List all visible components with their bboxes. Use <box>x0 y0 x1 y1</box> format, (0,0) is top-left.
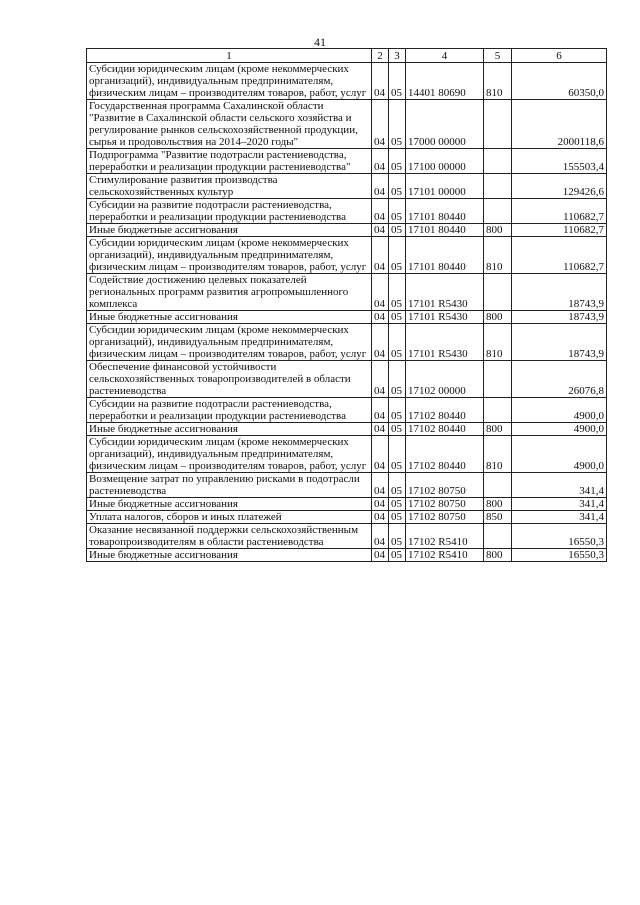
row-section: 04 <box>372 149 389 174</box>
table-row <box>87 100 607 149</box>
row-section: 04 <box>372 224 389 237</box>
row-expense-type: 810 <box>484 237 512 274</box>
row-target-article: 17101 80440 <box>406 237 484 274</box>
row-amount: 129426,6 <box>512 174 607 199</box>
row-section: 04 <box>372 63 389 100</box>
table-header-row <box>87 49 607 63</box>
row-section: 04 <box>372 324 389 361</box>
row-amount: 110682,7 <box>512 237 607 274</box>
row-name: Уплата налогов, сборов и иных платежей <box>87 511 372 524</box>
row-amount: 26076,8 <box>512 361 607 398</box>
row-amount: 110682,7 <box>512 224 607 237</box>
row-subsection: 05 <box>389 63 406 100</box>
row-expense-type: 800 <box>484 423 512 436</box>
row-target-article: 17102 R5410 <box>406 524 484 549</box>
row-amount: 341,4 <box>512 498 607 511</box>
row-subsection: 05 <box>389 436 406 473</box>
row-target-article: 17101 R5430 <box>406 311 484 324</box>
row-name: Иные бюджетные ассигнования <box>87 423 372 436</box>
row-amount: 4900,0 <box>512 423 607 436</box>
row-subsection: 05 <box>389 224 406 237</box>
row-section: 04 <box>372 237 389 274</box>
table-row <box>87 274 607 311</box>
row-expense-type <box>484 361 512 398</box>
row-amount: 16550,3 <box>512 549 607 562</box>
row-target-article: 17102 80750 <box>406 511 484 524</box>
row-name: Иные бюджетные ассигнования <box>87 224 372 237</box>
row-name: Стимулирование развития производства сельскохозяйственных культур <box>87 174 372 199</box>
row-expense-type <box>484 100 512 149</box>
row-section: 04 <box>372 199 389 224</box>
row-amount: 110682,7 <box>512 199 607 224</box>
row-target-article: 17101 80440 <box>406 199 484 224</box>
table-body <box>87 63 607 562</box>
row-section: 04 <box>372 174 389 199</box>
row-expense-type: 800 <box>484 549 512 562</box>
row-section: 04 <box>372 436 389 473</box>
table-row <box>87 361 607 398</box>
row-subsection: 05 <box>389 274 406 311</box>
row-section: 04 <box>372 498 389 511</box>
row-subsection: 05 <box>389 473 406 498</box>
row-subsection: 05 <box>389 149 406 174</box>
row-section: 04 <box>372 361 389 398</box>
row-name: Субсидии на развитие подотрасли растениеводства, переработки и реализации продукции растениеводства <box>87 398 372 423</box>
row-subsection: 05 <box>389 324 406 361</box>
table-row <box>87 549 607 562</box>
row-target-article: 17102 R5410 <box>406 549 484 562</box>
row-expense-type: 810 <box>484 324 512 361</box>
row-name: Возмещение затрат по управлению рисками в подотрасли растениеводства <box>87 473 372 498</box>
row-subsection: 05 <box>389 237 406 274</box>
row-subsection: 05 <box>389 498 406 511</box>
row-name: Иные бюджетные ассигнования <box>87 549 372 562</box>
table-row <box>87 324 607 361</box>
table-row <box>87 63 607 100</box>
header-cell-3: 3 <box>389 49 406 63</box>
row-section: 04 <box>372 549 389 562</box>
row-subsection: 05 <box>389 423 406 436</box>
row-target-article: 17102 80750 <box>406 498 484 511</box>
row-expense-type: 810 <box>484 436 512 473</box>
row-name: Субсидии юридическим лицам (кроме некоммерческих организаций), индивидуальным предпринимателям, физическим лицам – производителям товаров, работ, услуг <box>87 63 372 100</box>
row-section: 04 <box>372 511 389 524</box>
row-subsection: 05 <box>389 174 406 199</box>
row-target-article: 14401 80690 <box>406 63 484 100</box>
row-amount: 341,4 <box>512 511 607 524</box>
table-row <box>87 149 607 174</box>
row-target-article: 17100 00000 <box>406 149 484 174</box>
row-section: 04 <box>372 274 389 311</box>
table-row <box>87 473 607 498</box>
row-amount: 4900,0 <box>512 436 607 473</box>
row-amount: 18743,9 <box>512 324 607 361</box>
row-expense-type <box>484 199 512 224</box>
row-name: Оказание несвязанной поддержки сельскохозяйственным товаропроизводителям в области растениеводства <box>87 524 372 549</box>
row-expense-type: 800 <box>484 224 512 237</box>
row-target-article: 17102 80440 <box>406 398 484 423</box>
table-row <box>87 199 607 224</box>
row-section: 04 <box>372 100 389 149</box>
row-expense-type <box>484 174 512 199</box>
header-cell-2: 2 <box>372 49 389 63</box>
row-amount: 18743,9 <box>512 311 607 324</box>
row-name: Подпрограмма "Развитие подотрасли растениеводства, переработки и реализации продукции растениеводства" <box>87 149 372 174</box>
header-cell-1: 1 <box>87 49 372 63</box>
row-subsection: 05 <box>389 361 406 398</box>
row-expense-type: 810 <box>484 63 512 100</box>
row-amount: 18743,9 <box>512 274 607 311</box>
row-section: 04 <box>372 423 389 436</box>
row-target-article: 17102 00000 <box>406 361 484 398</box>
row-target-article: 17101 R5430 <box>406 274 484 311</box>
budget-table <box>86 48 607 562</box>
row-target-article: 17000 00000 <box>406 100 484 149</box>
row-name: Содействие достижению целевых показателей региональных программ развития агропромышленного комплекса <box>87 274 372 311</box>
header-cell-6: 6 <box>512 49 607 63</box>
row-expense-type: 800 <box>484 498 512 511</box>
row-subsection: 05 <box>389 524 406 549</box>
row-name: Субсидии юридическим лицам (кроме некоммерческих организаций), индивидуальным предпринимателям, физическим лицам – производителям товаров, работ, услуг <box>87 237 372 274</box>
row-expense-type: 800 <box>484 311 512 324</box>
row-subsection: 05 <box>389 511 406 524</box>
row-subsection: 05 <box>389 311 406 324</box>
row-section: 04 <box>372 473 389 498</box>
row-amount: 2000118,6 <box>512 100 607 149</box>
row-target-article: 17101 R5430 <box>406 324 484 361</box>
row-target-article: 17102 80440 <box>406 423 484 436</box>
row-expense-type <box>484 473 512 498</box>
row-name: Субсидии юридическим лицам (кроме некоммерческих организаций), индивидуальным предпринимателям, физическим лицам – производителям товаров, работ, услуг <box>87 436 372 473</box>
row-expense-type <box>484 524 512 549</box>
table-row <box>87 174 607 199</box>
table-row <box>87 524 607 549</box>
row-target-article: 17101 80440 <box>406 224 484 237</box>
table-row <box>87 436 607 473</box>
row-target-article: 17102 80440 <box>406 436 484 473</box>
row-subsection: 05 <box>389 549 406 562</box>
row-expense-type <box>484 398 512 423</box>
row-name: Субсидии юридическим лицам (кроме некоммерческих организаций), индивидуальным предпринимателям, физическим лицам – производителям товаров, работ, услуг <box>87 324 372 361</box>
row-amount: 341,4 <box>512 473 607 498</box>
table-row <box>87 498 607 511</box>
row-amount: 155503,4 <box>512 149 607 174</box>
row-target-article: 17102 80750 <box>406 473 484 498</box>
table-row <box>87 511 607 524</box>
row-section: 04 <box>372 524 389 549</box>
header-cell-4: 4 <box>406 49 484 63</box>
row-expense-type <box>484 149 512 174</box>
table-row <box>87 398 607 423</box>
row-section: 04 <box>372 398 389 423</box>
row-target-article: 17101 00000 <box>406 174 484 199</box>
row-name: Иные бюджетные ассигнования <box>87 311 372 324</box>
header-cell-5: 5 <box>484 49 512 63</box>
row-name: Иные бюджетные ассигнования <box>87 498 372 511</box>
row-section: 04 <box>372 311 389 324</box>
row-expense-type: 850 <box>484 511 512 524</box>
table-row <box>87 237 607 274</box>
row-name: Субсидии на развитие подотрасли растениеводства, переработки и реализации продукции растениеводства <box>87 199 372 224</box>
row-name: Обеспечение финансовой устойчивости сельскохозяйственных товаропроизводителей в области растениеводства <box>87 361 372 398</box>
row-amount: 60350,0 <box>512 63 607 100</box>
page-number: 41 <box>314 35 326 49</box>
row-name: Государственная программа Сахалинской области "Развитие в Сахалинской области сельского хозяйства и регулирование рынков сельскохозяйственной продукции, сырья и продовольствия на 2014–2020 годы" <box>87 100 372 149</box>
row-amount: 16550,3 <box>512 524 607 549</box>
table-row <box>87 311 607 324</box>
table-row <box>87 224 607 237</box>
row-amount: 4900,0 <box>512 398 607 423</box>
row-subsection: 05 <box>389 398 406 423</box>
row-subsection: 05 <box>389 199 406 224</box>
row-expense-type <box>484 274 512 311</box>
table-row <box>87 423 607 436</box>
row-subsection: 05 <box>389 100 406 149</box>
